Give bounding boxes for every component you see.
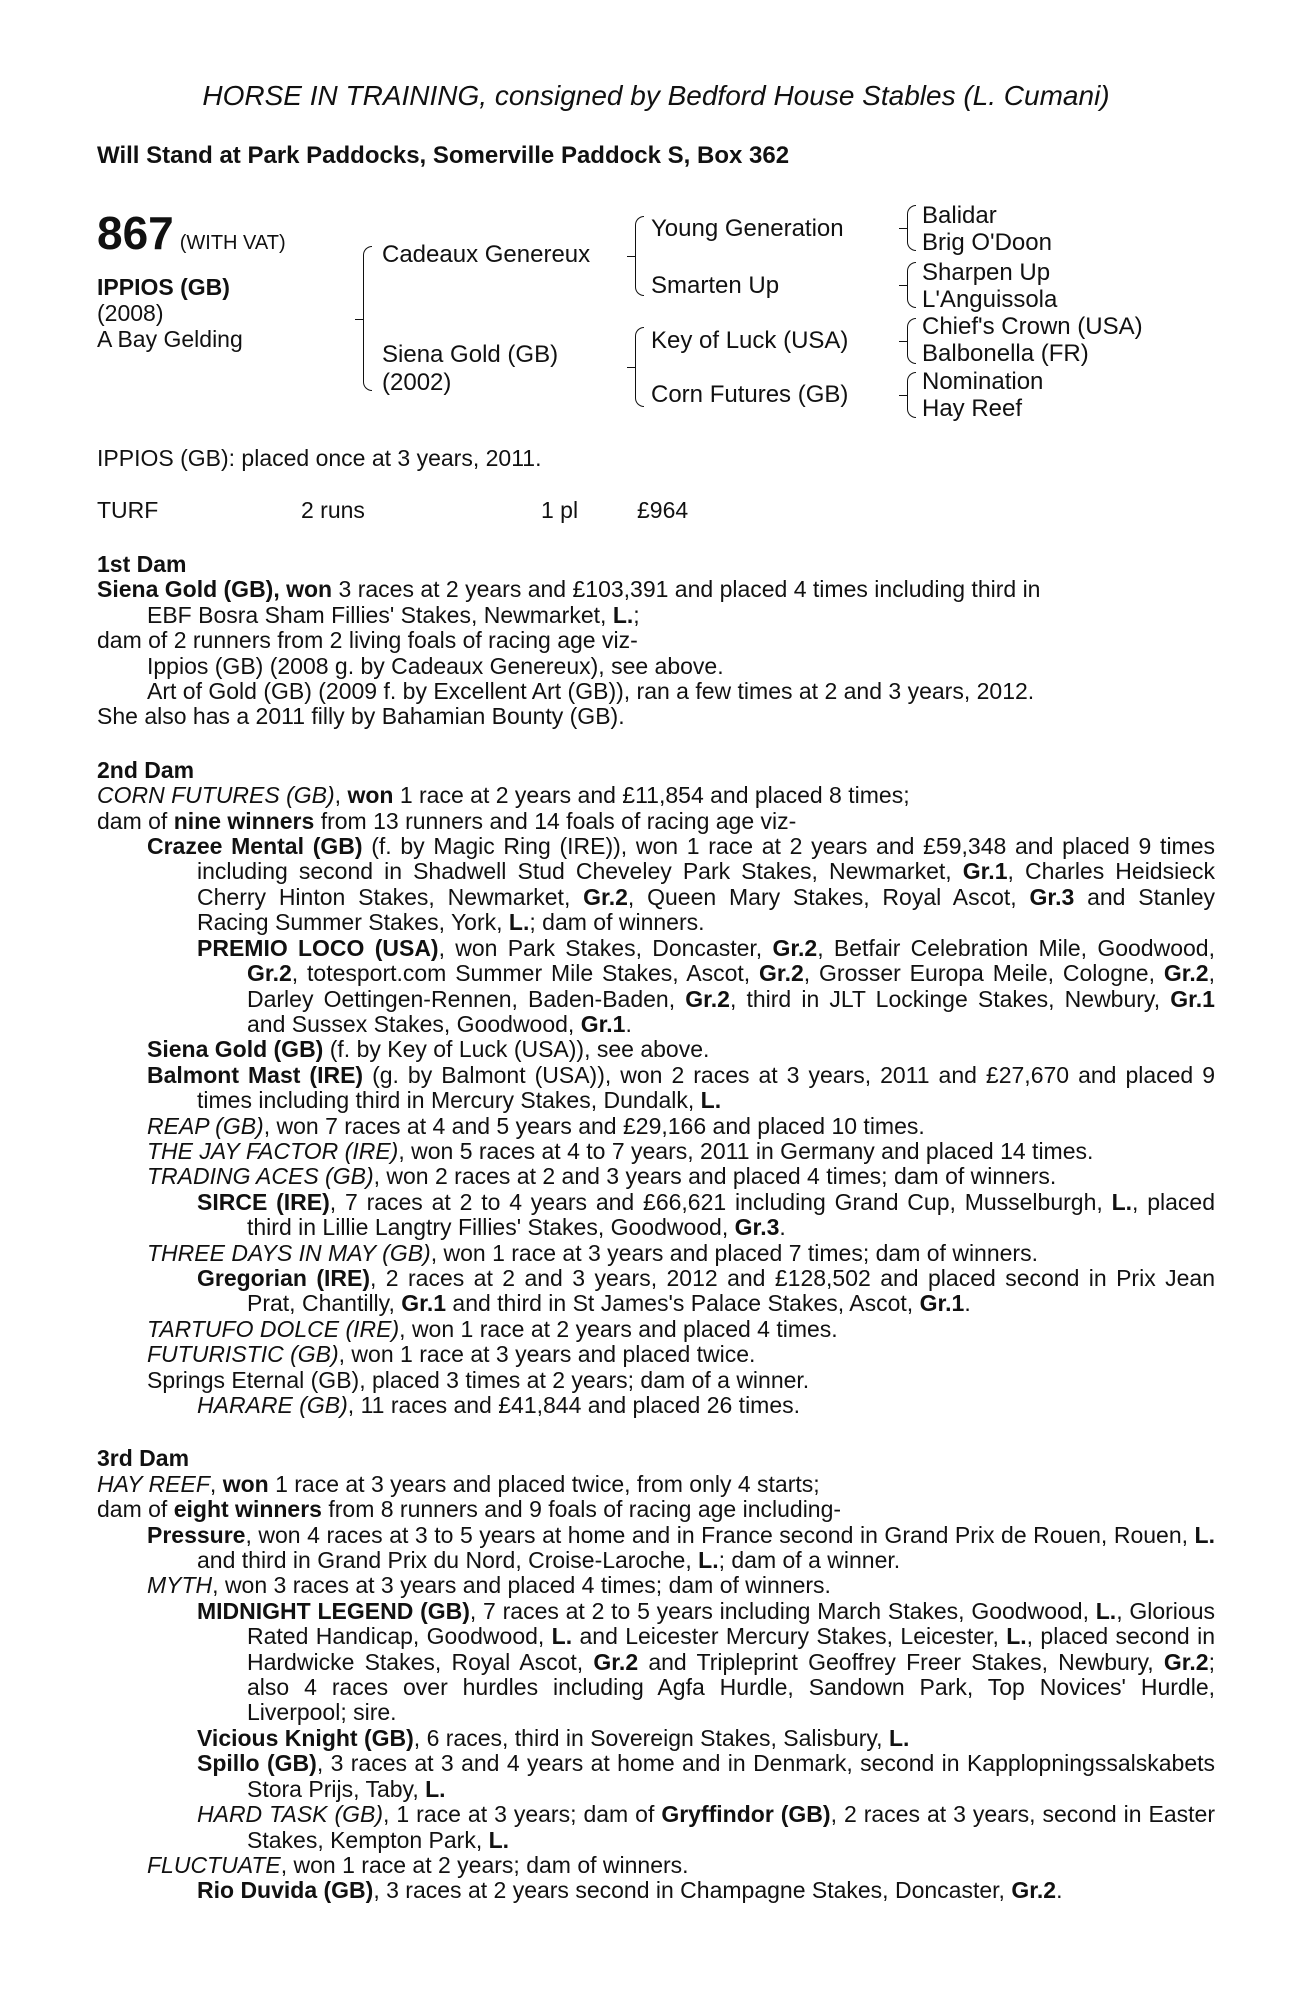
pedigree-sire-dam: Smarten Up [651, 272, 780, 299]
record-placed: 1 pl [541, 497, 579, 523]
record-earnings: £964 [637, 497, 689, 523]
third-dam-record: HAY REEF, won 1 race at 3 years and placed twice, from only 4 starts; [97, 1470, 820, 1497]
produce-entry: Pressure, won 4 races at 3 to 5 years at home and in France second in Grand Prix de Rouen, Rouen, L. and third in Grand Prix du Nord, Croise-Laroche, L.; dam of a winner. [147, 1521, 1215, 1574]
pedigree-sire: Cadeaux Genereux [382, 241, 591, 268]
first-dam-record-cont: EBF Bosra Sham Fillies' Stakes, Newmarket, L.; [147, 601, 640, 628]
first-dam-heading: 1st Dam [97, 551, 187, 577]
horse-year: (2008) [97, 300, 164, 326]
produce-entry: THE JAY FACTOR (IRE), won 5 races at 4 to 7 years, 2011 in Germany and placed 14 times. [147, 1137, 1094, 1164]
lot-number: 867 [97, 207, 174, 259]
produce-entry: MYTH, won 3 races at 3 years and placed 4 times; dam of winners. [147, 1572, 831, 1599]
pedigree-brace [363, 246, 372, 391]
pedigree-sire-sire: Young Generation [651, 215, 844, 242]
pedigree-brace [907, 372, 916, 418]
produce-entry: TARTUFO DOLCE (IRE), won 1 race at 2 years and placed 4 times. [147, 1315, 838, 1342]
produce-entry: Spillo (GB), 3 races at 3 and 4 years at home and in Denmark, second in Kapplopningssalskabets Stora Prijs, Taby, L. [197, 1750, 1216, 1802]
produce-entry: Balmont Mast (IRE) (g. by Balmont (USA)), won 2 races at 3 years, 2011 and £27,670 and placed 9 times including third in Mercury Stakes, Dundalk, L. [147, 1061, 1216, 1114]
race-summary: IPPIOS (GB): placed once at 3 years, 2011. [97, 445, 542, 471]
produce-entry: SIRCE (IRE), 7 races at 2 to 4 years and £66,621 including Grand Cup, Musselburgh, L., placed third in Lillie Langtry Fillies' Stakes, Goodwood, Gr.3. [197, 1188, 1216, 1241]
pedigree-g8: Hay Reef [922, 395, 1023, 422]
produce-entry: REAP (GB), won 7 races at 4 and 5 years and £29,166 and placed 10 times. [147, 1112, 925, 1139]
produce-entry: HARARE (GB), 11 races and £41,844 and placed 26 times. [197, 1392, 801, 1418]
pedigree-g6: Balbonella (FR) [922, 340, 1089, 367]
produce-entry: Ippios (GB) (2008 g. by Cadeaux Genereux), see above. [147, 652, 724, 679]
produce-entry: HARD TASK (GB), 1 race at 3 years; dam of Gryffindor (GB), 2 races at 3 years, second in Easter Stakes, Kempton Park, L. [197, 1801, 1215, 1853]
vat-note: (WITH VAT) [179, 232, 286, 254]
consignor-title: HORSE IN TRAINING, consigned by Bedford House Stables (L. Cumani) [202, 80, 1110, 111]
second-dam-record: CORN FUTURES (GB), won 1 race at 2 years and £11,854 and placed 8 times; [97, 782, 910, 809]
produce-entry: MIDNIGHT LEGEND (GB), 7 races at 2 to 5 years including March Stakes, Goodwood, L., Glorious Rated Handicap, Goodwood, L. and Leicester Mercury Stakes, Leicester, L., placed second in Hardwicke Stakes, Royal Ascot, Gr.2 and Tripleprint Geoffrey Freer Stakes, Newbury, Gr.2; also 4 races over hurdles including Agfa Hurdle, Sandown Park, Top Novices' Hurdle, Liverpool; sire. [197, 1597, 1215, 1726]
produce-entry: Siena Gold (GB) (f. by Key of Luck (USA)), see above. [147, 1036, 710, 1063]
pedigree-g4: L'Anguissola [922, 286, 1058, 313]
horse-description: A Bay Gelding [97, 326, 243, 352]
produce-entry: TRADING ACES (GB), won 2 races at 2 and 3 years and placed 4 times; dam of winners. [147, 1163, 1057, 1190]
third-dam-produce-intro: dam of eight winners from 8 runners and 9 foals of racing age including- [97, 1496, 842, 1523]
record-runs: 2 runs [301, 497, 365, 523]
horse-name: IPPIOS (GB) [97, 274, 230, 300]
produce-entry: Art of Gold (GB) (2009 f. by Excellent Art (GB)), ran a few times at 2 and 3 years, 2012. [147, 678, 1035, 705]
pedigree-g1: Balidar [922, 202, 997, 229]
second-dam-heading: 2nd Dam [97, 756, 195, 783]
pedigree-brace [907, 205, 916, 251]
produce-entry: FUTURISTIC (GB), won 1 race at 3 years and placed twice. [147, 1341, 756, 1368]
produce-note: She also has a 2011 filly by Bahamian Bounty (GB). [97, 703, 625, 730]
family-notes [97, 552, 1215, 1904]
pedigree-brace [635, 327, 644, 407]
produce-entry: Gregorian (IRE), 2 races at 2 and 3 years, 2012 and £128,502 and placed second in Prix Jean Prat, Chantilly, Gr.1 and third in St James's Palace Stakes, Ascot, Gr.1. [197, 1264, 1215, 1317]
record-surface: TURF [97, 497, 159, 523]
pedigree-brace [907, 262, 916, 308]
second-dam-produce-intro: dam of nine winners from 13 runners and 14 foals of racing age viz- [97, 807, 797, 834]
lot-number-block [97, 206, 286, 260]
produce-entry: FLUCTUATE, won 1 race at 2 years; dam of winners. [147, 1851, 689, 1878]
pedigree-dam: Siena Gold (GB) [382, 341, 559, 368]
pedigree-g3: Sharpen Up [922, 259, 1051, 286]
produce-entry: Springs Eternal (GB), placed 3 times at 2 years; dam of a winner. [147, 1366, 810, 1393]
pedigree-dam-dam: Corn Futures (GB) [651, 381, 849, 408]
pedigree-g2: Brig O'Doon [922, 229, 1052, 256]
first-dam-produce-intro: dam of 2 runners from 2 living foals of racing age viz- [97, 627, 638, 654]
pedigree-g5: Chief's Crown (USA) [922, 313, 1143, 340]
pedigree-dam-year: (2002) [382, 369, 452, 396]
produce-entry: PREMIO LOCO (USA), won Park Stakes, Doncaster, Gr.2, Betfair Celebration Mile, Goodwood, Gr.2, totesport.com Summer Mile Stakes, Ascot, Gr.2, Grosser Europa Meile, Cologne, Gr.2, Darley Oettingen-Rennen, Baden-Baden, Gr.2, third in JLT Lockinge Stakes, Newbury, Gr.1 and Sussex Stakes, Goodwood, Gr.1. [197, 934, 1215, 1037]
pedigree-brace [907, 318, 916, 364]
produce-entry: THREE DAYS IN MAY (GB), won 1 race at 3 years and placed 7 times; dam of winners. [147, 1239, 1038, 1266]
third-dam-heading: 3rd Dam [97, 1445, 190, 1472]
pedigree-g7: Nomination [922, 368, 1044, 395]
stabling-location: Will Stand at Park Paddocks, Somerville Paddock S, Box 362 [97, 142, 790, 169]
pedigree-brace [635, 216, 644, 296]
pedigree-dam-sire: Key of Luck (USA) [651, 327, 849, 354]
produce-entry: Crazee Mental (GB) (f. by Magic Ring (IRE)), won 1 race at 2 years and £59,348 and placed 9 times including second in Shadwell Stud Cheveley Park Stakes, Newmarket, Gr.1, Charles Heidsieck Cherry Hinton Stakes, Newmarket, Gr.2, Queen Mary Stakes, Royal Ascot, Gr.3 and Stanley Racing Summer Stakes, York, L.; dam of winners. [147, 833, 1216, 936]
first-dam-record: Siena Gold (GB), won 3 races at 2 years and £103,391 and placed 4 times including third in [97, 576, 1041, 603]
produce-entry: Rio Duvida (GB), 3 races at 2 years second in Champagne Stakes, Doncaster, Gr.2. [197, 1877, 1063, 1904]
produce-entry: Vicious Knight (GB), 6 races, third in Sovereign Stakes, Salisbury, L. [197, 1724, 910, 1751]
